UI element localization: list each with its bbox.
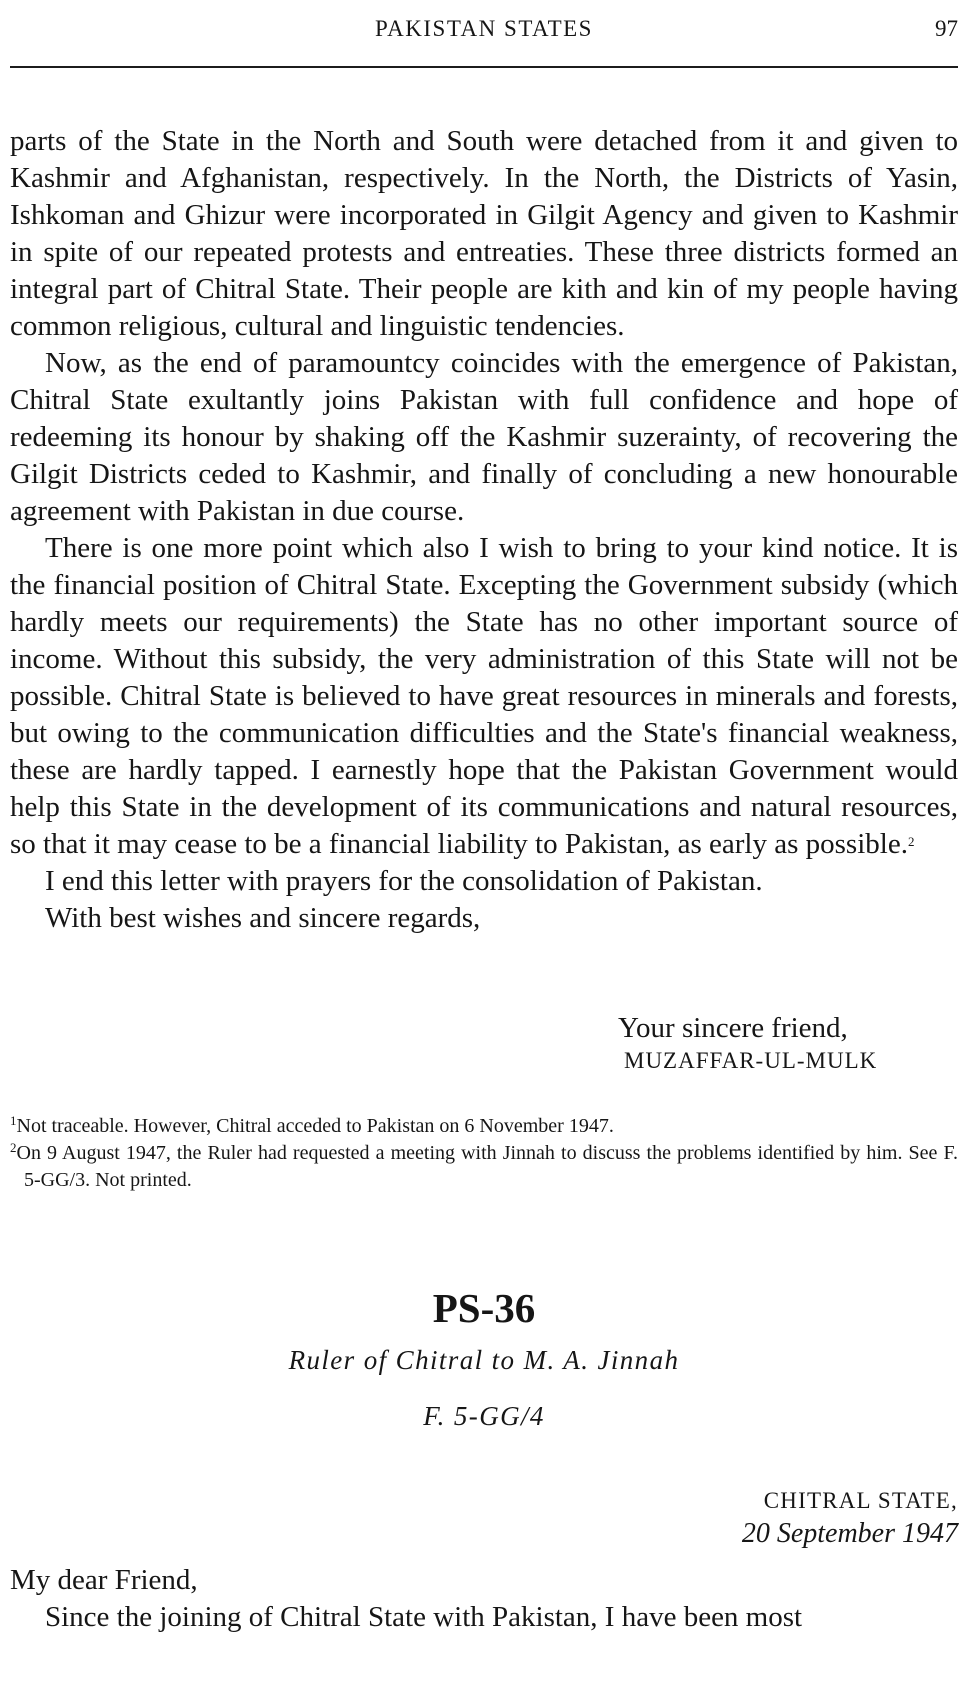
signature-block xyxy=(618,1010,958,1075)
footnote-1-text: Not traceable. However, Chitral acceded to Pakistan on 6 November 1947. xyxy=(16,1115,614,1137)
footnote-2-text: On 9 August 1947, the Ruler had requested a meeting with Jinnah to discuss the problems identified by him. See F. 5-GG/3. Not printed. xyxy=(16,1142,958,1191)
salutation: My dear Friend, xyxy=(10,1564,198,1596)
running-header xyxy=(10,14,958,44)
letter-body xyxy=(10,123,958,937)
signature-name: MUZAFFAR-UL-MULK xyxy=(624,1048,878,1073)
place-and-date xyxy=(558,1486,958,1551)
footnote-2-marker: 2 xyxy=(10,1139,17,1155)
body-paragraph-pakistan-accession: Now, as the end of paramountcy coincides with the emergence of Pakistan, Chitral State exultantly joins Pakistan with full confidence and hope of redeeming its honour by shaking off the Kashmir suzerainty, of recovering the Gilgit Districts ceded to Kashmir, and finally of concluding a new honourable agreement with Pakistan in due course. xyxy=(10,347,958,527)
footnotes xyxy=(10,1113,958,1194)
file-reference: F. 5-GG/4 xyxy=(423,1401,545,1431)
footnote-2 xyxy=(10,1140,958,1194)
running-title: PAKISTAN STATES xyxy=(375,16,593,41)
document-from-to: Ruler of Chitral to M. A. Jinnah xyxy=(288,1345,680,1375)
footnote-reference-2: 2 xyxy=(907,833,915,849)
body-paragraph-regards: With best wishes and sincere regards, xyxy=(45,902,481,934)
page-number: 97 xyxy=(935,16,958,41)
letter-place: CHITRAL STATE, xyxy=(763,1488,958,1513)
header-rule xyxy=(10,66,958,68)
body-paragraph-prayers: I end this letter with prayers for the consolidation of Pakistan. xyxy=(45,865,763,897)
new-letter-opening xyxy=(10,1562,958,1636)
opening-line: Since the joining of Chitral State with Pakistan, I have been most xyxy=(45,1601,803,1633)
financial-position-text: There is one more point which also I wish to bring to your kind notice. It is the financial position of Chitral State. Excepting the Government subsidy (which hardly meets our requirements) the State has no other important source of income. Without this subsidy, the very administration of this State will not be possible. Chitral State is believed to have great resources in minerals and forests, but owing to the communication difficulties and the State's financial weakness, these are hardly tapped. I earnestly hope that the Pakistan Government would help this State in the development of its communications and natural resources, so that it may cease to be a financial liability to Pakistan, as early as possible. xyxy=(10,532,958,860)
body-paragraph-continuation: parts of the State in the North and South were detached from it and given to Kashmir and Afghanistan, respectively. In the North, the Districts of Yasin, Ishkoman and Ghizur were incorporated in Gilgit Agency and given to Kashmir in spite of our repeated protests and entreaties. These three districts formed an integral part of Chitral State. Their people are kith and kin of my people having common religious, cultural and linguistic tendencies. xyxy=(10,125,958,342)
signature-closing: Your sincere friend, xyxy=(618,1012,848,1044)
footnote-1-marker: 1 xyxy=(10,1112,17,1128)
letter-date: 20 September 1947 xyxy=(741,1518,958,1549)
document-number: PS-36 xyxy=(432,1285,536,1332)
body-paragraph-financial-position xyxy=(10,530,958,863)
footnote-1 xyxy=(10,1113,958,1140)
